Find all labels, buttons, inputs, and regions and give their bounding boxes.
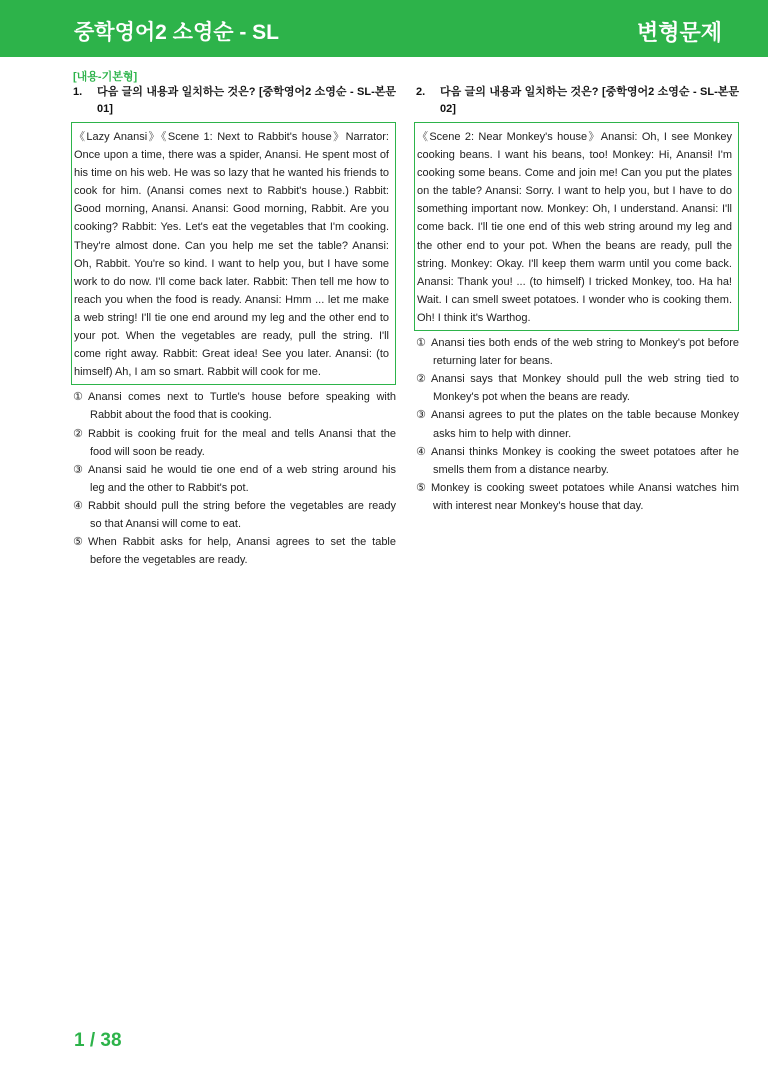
passage-box: 《Lazy Anansi》《Scene 1: Next to Rabbit's house》Narrator: Once upon a time, there was a spider, Anansi. He spent most of his time on his web. He was so lazy that he wanted his friends to cook for him. (Anansi comes next to Rabbit's house.) Rabbit: Good morning, Anansi. Anansi: Good morning, Rabbit. Are you cooking? Rabbit: Yes. Let's eat the vegetables that I'm cooking. They're almost done. Can you help me set the table? Anansi: Oh, Rabbit. You're so kind. I want to help you, but I have some work to do now. I'll come back later. Rabbit: Then tell me how to reach you when the food is ready. Anansi: Hmm ... let me make a web string! I'll tie one end around my leg and the other end to your pot. When the vegetables are ready, pull the string. I'll come right away. Rabbit: Great idea! See you later. Anansi: (to himself) Ah, I am so smart. Rabbit will cook for me. xyxy=(71,122,396,385)
question-prompt: 다음 글의 내용과 일치하는 것은? [중학영어2 소영순 - SL-본문 01] xyxy=(97,86,396,115)
choice-marker: ③ xyxy=(416,409,426,422)
page-number: 1 / 38 xyxy=(74,1030,122,1051)
choice-text: Anansi comes next to Turtle's house before speaking with Rabbit about the food that is cooking. xyxy=(88,391,396,422)
choice-3[interactable] xyxy=(73,461,396,497)
choice-marker: ① xyxy=(416,337,426,350)
choice-marker: ④ xyxy=(416,445,426,458)
question-heading xyxy=(416,84,739,118)
choice-1[interactable] xyxy=(73,388,396,424)
choice-text: Anansi said he would tie one end of a web string around his leg and the other to Rabbit's pot. xyxy=(88,463,396,494)
header-title: 중학영어2 소영순 - SL xyxy=(74,21,280,44)
choice-2[interactable] xyxy=(416,370,739,406)
choice-4[interactable] xyxy=(73,497,396,533)
passage-box: 《Scene 2: Near Monkey's house》Anansi: Oh, I see Monkey cooking beans. I want his beans, too! Monkey: Hi, Anansi! I'm cooking some beans. Come and join me! Can you put the plates on the table? Anansi: Sorry. I want to help you, but I have to do something important now. Monkey: Oh, I understand. Anansi: I'll come back. I'll tie one end of this web string around my leg and the other end to your pot. When the beans are ready, pull the string. Monkey: Okay. I'll keep them warm until you come back. Anansi: Thank you! ... (to himself) I tricked Monkey, too. Ha ha! Wait. I can smell sweet potatoes. I wonder who is cooking them. Oh! I think it's Warthog. xyxy=(414,122,739,331)
choice-text: Rabbit is cooking fruit for the meal and tells Anansi that the food will soon be ready. xyxy=(88,427,396,458)
choice-text: Monkey is cooking sweet potatoes while Anansi watches him with interest near Monkey's house that day. xyxy=(431,481,739,512)
choice-text: When Rabbit asks for help, Anansi agrees to set the table before the vegetables are ready. xyxy=(88,536,396,567)
question-1 xyxy=(73,84,396,569)
choice-3[interactable] xyxy=(416,406,739,442)
choice-2[interactable] xyxy=(73,425,396,461)
question-number: 1. xyxy=(73,86,83,98)
choice-text: Rabbit should pull the string before the vegetables are ready so that Anansi will come to eat. xyxy=(88,499,396,530)
section-tag: [내용-기본형] xyxy=(73,71,138,83)
choice-text: Anansi agrees to put the plates on the table because Monkey asks him to help with dinner. xyxy=(431,409,739,440)
choice-marker: ③ xyxy=(73,463,83,476)
choice-text: Anansi says that Monkey should pull the web string tied to Monkey's pot when the beans are ready. xyxy=(431,373,739,404)
choice-5[interactable] xyxy=(416,479,739,515)
answer-choices xyxy=(73,388,396,569)
choice-marker: ④ xyxy=(73,499,83,512)
choice-marker: ⑤ xyxy=(73,536,83,549)
choice-1[interactable] xyxy=(416,334,739,370)
page-header xyxy=(0,0,768,57)
choice-marker: ② xyxy=(416,373,426,386)
choice-5[interactable] xyxy=(73,533,396,569)
question-prompt: 다음 글의 내용과 일치하는 것은? [중학영어2 소영순 - SL-본문 02] xyxy=(440,86,739,115)
choice-marker: ① xyxy=(73,391,83,404)
choice-marker: ② xyxy=(73,427,83,440)
header-badge: 변형문제 xyxy=(636,20,722,45)
choice-4[interactable] xyxy=(416,443,739,479)
choice-text: Anansi ties both ends of the web string to Monkey's pot before returning later for beans. xyxy=(431,337,739,368)
choice-text: Anansi thinks Monkey is cooking the sweet potatoes after he smells them from a distance nearby. xyxy=(431,445,739,476)
answer-choices xyxy=(416,334,739,515)
question-2 xyxy=(416,84,739,515)
question-heading xyxy=(73,84,396,118)
choice-marker: ⑤ xyxy=(416,481,426,494)
question-number: 2. xyxy=(416,86,426,98)
